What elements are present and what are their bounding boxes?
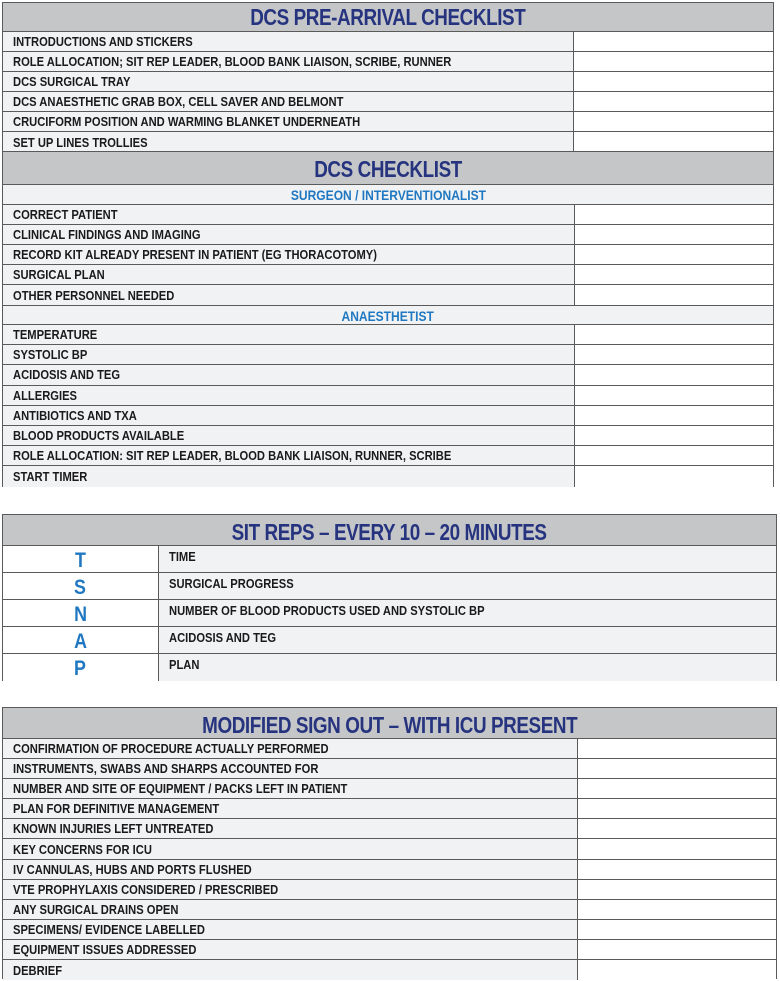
pre-arrival-check-box[interactable] <box>574 112 773 131</box>
anaesthetist-row <box>3 325 773 345</box>
modified-sign-out <box>2 707 777 979</box>
pre-arrival-row <box>3 72 773 92</box>
anaesthetist-item-label <box>3 426 575 445</box>
sit-rep-text-value: PLAN <box>169 657 200 672</box>
sign-out-row <box>3 799 776 819</box>
anaesthetist-check-box[interactable] <box>575 426 773 445</box>
sign-out-item-text: VTE PROPHYLAXIS CONSIDERED / PRESCRIBED <box>13 881 279 897</box>
sign-out-row <box>3 739 776 759</box>
sit-rep-letter <box>3 654 159 681</box>
sign-out-item-label <box>3 960 578 980</box>
surgeon-heading: SURGEON / INTERVENTIONALIST <box>3 185 773 205</box>
anaesthetist-row <box>3 466 773 486</box>
sign-out-check-box[interactable] <box>578 839 776 858</box>
surgeon-row <box>3 265 773 285</box>
anaesthetist-check-box[interactable] <box>575 386 773 405</box>
sit-rep-text <box>159 627 776 653</box>
anaesthetist-item-text: BLOOD PRODUCTS AVAILABLE <box>13 428 185 444</box>
sign-out-check-box[interactable] <box>578 900 776 919</box>
sign-out-title: MODIFIED SIGN OUT – WITH ICU PRESENT <box>3 708 776 739</box>
sit-rep-letter <box>3 546 159 572</box>
surgeon-item-text: CLINICAL FINDINGS AND IMAGING <box>13 227 201 242</box>
sign-out-check-box[interactable] <box>578 739 776 758</box>
sit-rep-letter-text: S <box>74 576 87 599</box>
sign-out-item-label <box>3 799 578 818</box>
sign-out-item-text: KEY CONCERNS FOR ICU <box>13 841 152 857</box>
anaesthetist-row <box>3 365 773 385</box>
sit-rep-row <box>3 627 776 654</box>
sit-rep-text-value: NUMBER OF BLOOD PRODUCTS USED AND SYSTOLIC BP <box>169 603 485 618</box>
sit-rep-text-value: ACIDOSIS AND TEG <box>169 630 277 645</box>
sit-reps-title: SIT REPS – EVERY 10 – 20 MINUTES <box>3 515 776 546</box>
surgeon-row <box>3 245 773 265</box>
anaesthetist-item-label <box>3 325 575 344</box>
anaesthetist-check-box[interactable] <box>575 406 773 425</box>
anaesthetist-heading: ANAESTHETIST <box>3 305 773 325</box>
anaesthetist-item-label <box>3 345 575 364</box>
sign-out-item-text: EQUIPMENT ISSUES ADDRESSED <box>13 941 197 957</box>
surgeon-item-label <box>3 225 575 244</box>
surgeon-item-label <box>3 265 575 284</box>
anaesthetist-item-text: SYSTOLIC BP <box>13 347 88 363</box>
sign-out-item-text: DEBRIEF <box>13 962 63 978</box>
sign-out-row <box>3 880 776 900</box>
sit-rep-text <box>159 546 776 572</box>
sign-out-item-label <box>3 759 578 778</box>
sign-out-item-label <box>3 839 578 858</box>
pre-arrival-row <box>3 92 773 112</box>
sign-out-row <box>3 759 776 779</box>
sign-out-row <box>3 779 776 799</box>
sign-out-check-box[interactable] <box>578 819 776 838</box>
sign-out-item-label <box>3 860 578 879</box>
sign-out-check-box[interactable] <box>578 940 776 959</box>
surgeon-row <box>3 205 773 225</box>
sit-rep-text <box>159 600 776 626</box>
sign-out-item-label <box>3 819 578 838</box>
sit-rep-text <box>159 654 776 681</box>
anaesthetist-check-box[interactable] <box>575 325 773 344</box>
pre-arrival-item-text: INTRODUCTIONS AND STICKERS <box>13 34 193 49</box>
anaesthetist-item-label <box>3 365 575 384</box>
sign-out-item-label <box>3 900 578 919</box>
pre-arrival-item-text: CRUCIFORM POSITION AND WARMING BLANKET UNDERNEATH <box>13 114 361 129</box>
anaesthetist-item-text: ANTIBIOTICS AND TXA <box>13 407 137 423</box>
sign-out-check-box[interactable] <box>578 880 776 899</box>
pre-arrival-item-text: SET UP LINES TROLLIES <box>13 134 148 150</box>
pre-arrival-item-label <box>3 72 574 91</box>
anaesthetist-item-label <box>3 446 575 465</box>
surgeon-row <box>3 225 773 245</box>
sign-out-item-text: INSTRUMENTS, SWABS AND SHARPS ACCOUNTED FOR <box>13 761 319 777</box>
sign-out-row <box>3 920 776 940</box>
sign-out-item-label <box>3 920 578 939</box>
sign-out-item-text: ANY SURGICAL DRAINS OPEN <box>13 901 179 917</box>
sit-rep-letter-text: A <box>74 630 87 653</box>
sit-rep-letter-text: P <box>74 657 87 680</box>
sit-rep-row <box>3 600 776 627</box>
sign-out-check-box[interactable] <box>578 779 776 798</box>
anaesthetist-item-label <box>3 406 575 425</box>
sign-out-row <box>3 940 776 960</box>
anaesthetist-item-text: START TIMER <box>13 468 88 484</box>
sit-rep-text-value: SURGICAL PROGRESS <box>169 576 294 591</box>
dcs-checklist <box>2 151 774 487</box>
surgeon-check-box[interactable] <box>575 285 773 305</box>
sit-rep-row <box>3 546 776 573</box>
sign-out-row <box>3 819 776 839</box>
pre-arrival-item-label <box>3 92 574 111</box>
sign-out-check-box[interactable] <box>578 759 776 778</box>
sign-out-check-box[interactable] <box>578 920 776 939</box>
surgeon-item-label <box>3 205 575 224</box>
surgeon-check-box[interactable] <box>575 225 773 244</box>
pre-arrival-check-box[interactable] <box>574 52 773 71</box>
sit-rep-row <box>3 654 776 681</box>
pre-arrival-row <box>3 132 773 152</box>
surgeon-check-box[interactable] <box>575 265 773 284</box>
sign-out-item-text: PLAN FOR DEFINITIVE MANAGEMENT <box>13 801 220 817</box>
sign-out-row <box>3 839 776 859</box>
surgeon-row <box>3 285 773 305</box>
sit-rep-text-value: TIME <box>169 549 196 564</box>
sit-rep-text <box>159 573 776 599</box>
sit-rep-letter-text: T <box>75 549 86 572</box>
sign-out-check-box[interactable] <box>578 860 776 879</box>
sign-out-item-label <box>3 779 578 798</box>
surgeon-check-box[interactable] <box>575 245 773 264</box>
pre-arrival-checklist <box>2 2 774 151</box>
anaesthetist-row <box>3 406 773 426</box>
pre-arrival-item-label <box>3 52 574 71</box>
anaesthetist-row <box>3 426 773 446</box>
sit-rep-row <box>3 573 776 600</box>
anaesthetist-check-box[interactable] <box>575 446 773 465</box>
pre-arrival-item-label <box>3 112 574 131</box>
sign-out-item-text: KNOWN INJURIES LEFT UNTREATED <box>13 821 214 837</box>
pre-arrival-item-label <box>3 32 574 51</box>
pre-arrival-check-box[interactable] <box>574 72 773 91</box>
surgeon-item-text: CORRECT PATIENT <box>13 207 118 222</box>
sign-out-check-box[interactable] <box>578 799 776 818</box>
surgeon-item-text: RECORD KIT ALREADY PRESENT IN PATIENT (EG THORACOTOMY) <box>13 247 377 262</box>
anaesthetist-item-label <box>3 386 575 405</box>
sign-out-item-text: IV CANNULAS, HUBS AND PORTS FLUSHED <box>13 861 252 877</box>
surgeon-check-box[interactable] <box>575 205 773 224</box>
anaesthetist-row <box>3 386 773 406</box>
anaesthetist-check-box[interactable] <box>575 365 773 384</box>
sign-out-item-text: SPECIMENS/ EVIDENCE LABELLED <box>13 921 205 937</box>
sit-rep-letter <box>3 627 159 653</box>
anaesthetist-item-text: ACIDOSIS AND TEG <box>13 367 121 383</box>
sign-out-item-label <box>3 880 578 899</box>
dcs-checklist-title: DCS CHECKLIST <box>3 152 773 185</box>
pre-arrival-check-box[interactable] <box>574 92 773 111</box>
pre-arrival-row <box>3 52 773 72</box>
sit-rep-letter <box>3 600 159 626</box>
anaesthetist-check-box[interactable] <box>575 466 773 486</box>
anaesthetist-check-box[interactable] <box>575 345 773 364</box>
pre-arrival-check-box[interactable] <box>574 32 773 51</box>
sign-out-item-text: NUMBER AND SITE OF EQUIPMENT / PACKS LEFT IN PATIENT <box>13 781 348 797</box>
anaesthetist-item-label <box>3 466 575 486</box>
pre-arrival-item-text: ROLE ALLOCATION; SIT REP LEADER, BLOOD BANK LIAISON, SCRIBE, RUNNER <box>13 54 452 69</box>
anaesthetist-row <box>3 345 773 365</box>
anaesthetist-item-text: ALLERGIES <box>13 387 77 403</box>
sign-out-item-text: CONFIRMATION OF PROCEDURE ACTUALLY PERFORMED <box>13 741 329 757</box>
sign-out-row <box>3 860 776 880</box>
sit-rep-letter-text: N <box>74 603 87 626</box>
sit-reps <box>2 514 777 681</box>
surgeon-item-text: SURGICAL PLAN <box>13 267 105 282</box>
anaesthetist-item-text: TEMPERATURE <box>13 327 98 343</box>
surgeon-item-text: OTHER PERSONNEL NEEDED <box>13 287 175 303</box>
pre-arrival-check-box[interactable] <box>574 132 773 152</box>
surgeon-item-label <box>3 285 575 305</box>
sit-rep-letter <box>3 573 159 599</box>
anaesthetist-item-text: ROLE ALLOCATION: SIT REP LEADER, BLOOD BANK LIAISON, RUNNER, SCRIBE <box>13 448 452 464</box>
sign-out-row <box>3 900 776 920</box>
sign-out-check-box[interactable] <box>578 960 776 980</box>
sign-out-item-label <box>3 940 578 959</box>
surgeon-item-label <box>3 245 575 264</box>
pre-arrival-item-text: DCS SURGICAL TRAY <box>13 74 131 89</box>
pre-arrival-row <box>3 32 773 52</box>
anaesthetist-row <box>3 446 773 466</box>
pre-arrival-item-text: DCS ANAESTHETIC GRAB BOX, CELL SAVER AND BELMONT <box>13 94 344 109</box>
pre-arrival-row <box>3 112 773 132</box>
pre-arrival-title: DCS PRE-ARRIVAL CHECKLIST <box>3 3 773 32</box>
pre-arrival-item-label <box>3 132 574 152</box>
sign-out-row <box>3 960 776 980</box>
